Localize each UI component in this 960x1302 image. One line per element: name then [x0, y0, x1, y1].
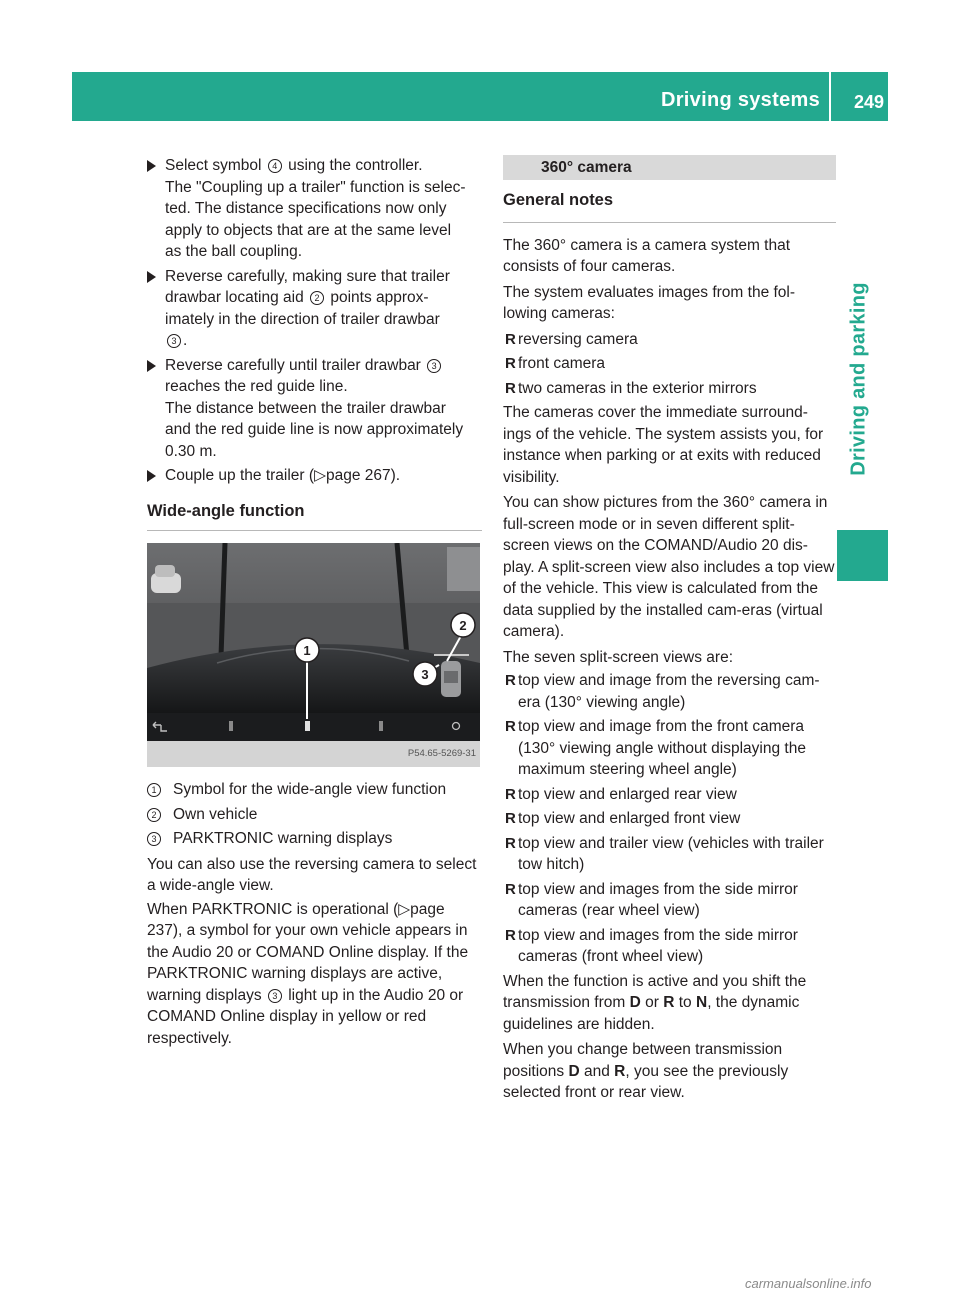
callout-number: 2 — [310, 291, 324, 305]
paragraph: When you change between transmission positions D and R, you see the previously selected front or rear view. — [503, 1041, 789, 1101]
arrow-icon — [147, 160, 156, 172]
arrow-icon — [147, 470, 156, 482]
figure-callout-2: 2 — [459, 618, 467, 633]
arrow-icon — [147, 360, 156, 372]
section-heading: 360° camera — [503, 155, 836, 180]
paragraph: You can show pictures from the 360° camera in full-screen mode or in seven different split-screen views on the COMAND/Audio 20 dis-play. A split-screen view also includes a top view of the vehicle. This view is calculated from the data supplied by the installed cam-eras (virtual camera). — [503, 494, 835, 640]
list-item: R two cameras in the exterior mirrors — [505, 379, 757, 397]
figure-callout-1: 1 — [303, 643, 311, 658]
arrow-icon — [147, 271, 156, 283]
header-bar — [72, 72, 888, 121]
page-number: 249 — [853, 92, 884, 112]
callout-number: 4 — [268, 159, 282, 173]
chapter-title: Driving and parking — [847, 282, 870, 476]
instruction-step: Select symbol 4 using the controller. The "Coupling up a trailer" function is selec- ted. The distance specifications now only apply to objects that are at the same level as the ball coupling. — [147, 155, 482, 263]
paragraph: When PARKTRONIC is operational (▷page 237), a symbol for your own vehicle appears in the Audio 20 or COMAND Online display. If the PARKTRONIC warning displays are active, warning displays 3 light up in the Audio 20 or COMAND Online display in yellow or red respectively. — [147, 900, 469, 1047]
paragraph: When the function is active and you shift the transmission from D or R to N, the dynamic guidelines are hidden. — [503, 972, 807, 1033]
page-reference[interactable]: page 267). — [325, 467, 401, 484]
list-item: R top view and image from the reversing cam-era (130° viewing angle) — [505, 672, 820, 711]
figure-legend — [147, 779, 482, 850]
left-column — [147, 155, 482, 1050]
callout-number: 3 — [268, 989, 282, 1003]
header-divider — [829, 72, 831, 121]
camera-figure — [147, 543, 480, 767]
list-item: R top view and trailer view (vehicles with trailer tow hitch) — [505, 834, 824, 873]
subheading: General notes — [503, 190, 836, 223]
list-item: R top view and enlarged front view — [505, 810, 741, 827]
callout-number: 3 — [167, 334, 181, 348]
instruction-step: Reverse carefully, making sure that trailer drawbar locating aid 2 points approx- imately in the direction of trailer drawbar 3 . — [147, 266, 482, 352]
list-item: R front camera — [505, 355, 606, 372]
chapter-tab — [842, 252, 876, 506]
callout-number: 3 — [427, 359, 441, 373]
instruction-step: Couple up the trailer (▷page 267). — [147, 465, 482, 487]
page-ref-icon: ▷ — [314, 467, 326, 484]
right-column — [503, 155, 836, 1105]
paragraph: You can also use the reversing camera to select a wide-angle view. — [147, 855, 477, 894]
instruction-step: Reverse carefully until trailer drawbar 3 reaches the red guide line. The distance between the trailer drawbar and the red guide line is now approximately 0.30 m. — [147, 355, 482, 463]
figure-reference: P54.65-5269-31 — [407, 747, 476, 759]
paragraph: The 360° camera is a camera system that consists of four cameras. — [503, 236, 791, 275]
watermark-url: carmanualsonline.info — [745, 1276, 872, 1291]
list-item: R top view and images from the side mirror cameras (front wheel view) — [505, 926, 798, 965]
list-item: R top view and images from the side mirror cameras (rear wheel view) — [505, 880, 798, 919]
page-ref-icon: ▷ — [398, 900, 411, 918]
legend-item: 2 Own vehicle — [147, 804, 482, 826]
paragraph: The seven split-screen views are: — [503, 648, 734, 666]
list-item: R reversing camera — [505, 330, 638, 348]
chapter-marker — [837, 530, 888, 581]
list-item: R top view and enlarged rear view — [505, 785, 737, 803]
subheading: Wide-angle function — [147, 501, 482, 532]
figure-callout-3: 3 — [421, 667, 429, 682]
legend-item: 1 Symbol for the wide-angle view function — [147, 779, 482, 801]
list-item: R top view and image from the front camera (130° viewing angle without displaying the maximum steering wheel angle) — [505, 718, 806, 778]
paragraph: The system evaluates images from the fol-lowing cameras: — [503, 283, 796, 322]
section-title: Driving systems — [660, 89, 820, 111]
legend-item: 3 PARKTRONIC warning displays — [147, 828, 482, 850]
paragraph: The cameras cover the immediate surround-ings of the vehicle. The system assists you, for instance when parking or at exits with reduced visibility. — [503, 404, 824, 486]
camera-view-illustration — [147, 543, 480, 767]
